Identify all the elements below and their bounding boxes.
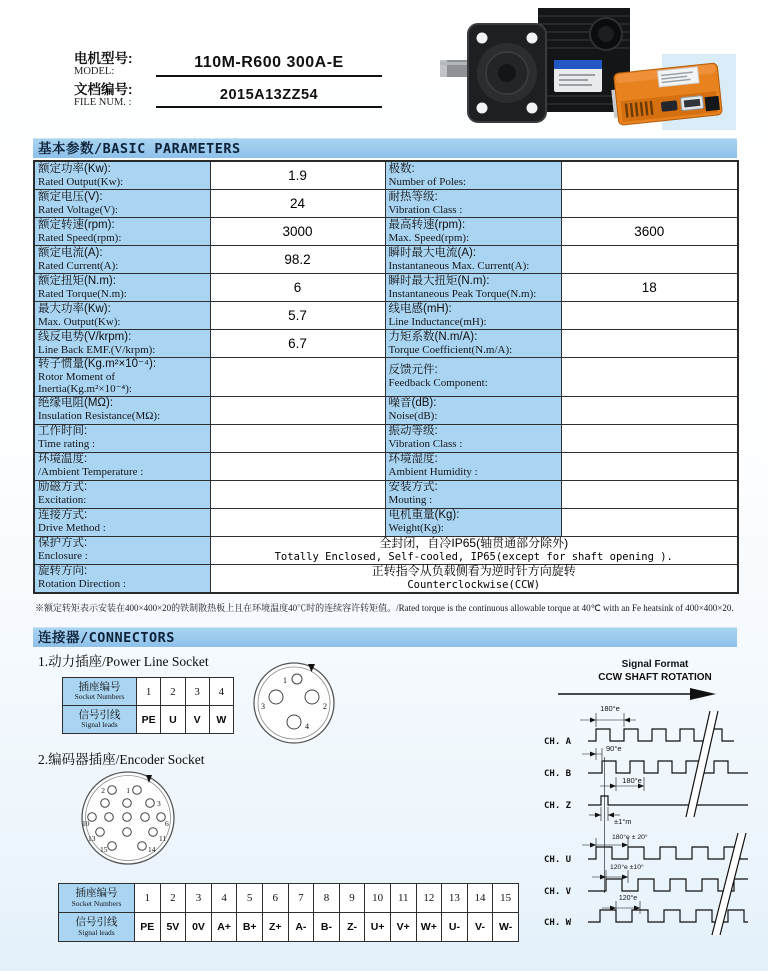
svg-text:120°e ±10°: 120°e ±10°	[610, 864, 644, 871]
svg-text:13: 13	[88, 834, 96, 843]
power-socket-table	[62, 677, 234, 734]
svg-text:10: 10	[82, 819, 90, 828]
svg-text:CCW SHAFT ROTATION: CCW SHAFT ROTATION	[598, 672, 712, 683]
file-label-en: FILE NUM. :	[74, 97, 132, 109]
svg-text:CH. A: CH. A	[544, 737, 572, 747]
svg-text:180°e: 180°e	[622, 776, 642, 785]
svg-text:14: 14	[148, 845, 156, 854]
svg-text:11: 11	[159, 834, 167, 843]
signal-format-diagram	[544, 653, 766, 951]
param-value	[561, 161, 738, 190]
svg-text:1: 1	[126, 786, 130, 795]
table-row: 额定功率(Kw): Rated Output(Kw): 1.9 极数: Number of Poles:	[34, 161, 738, 190]
table-row: 最大功率(Kw): Max. Output(Kw): 5.7 线电感(mH): Line Inductance(mH):	[34, 302, 738, 330]
table-row: 额定电流(A): Rated Current(A): 98.2 瞬时最大电流(A): Instantaneous Max. Current(A):	[34, 246, 738, 274]
svg-text:Signal Format: Signal Format	[621, 659, 689, 670]
file-label-zh: 文档编号:	[74, 82, 133, 98]
svg-text:CH. B: CH. B	[544, 769, 572, 779]
table-row: 励磁方式: Excitation: 安装方式: Mouting :	[34, 480, 738, 508]
table-row: 信号引线 Signal leads PE U V W	[63, 706, 234, 734]
basic-parameters-table	[33, 160, 739, 594]
table-row: 额定电压(V): Rated Voltage(V): 24 耐热等级: Vibration Class :	[34, 190, 738, 218]
svg-text:3: 3	[157, 799, 161, 808]
svg-text:CH. W: CH. W	[544, 918, 572, 928]
model-number: 110M-R600 300A-E	[156, 54, 382, 77]
model-row	[74, 52, 382, 77]
model-label-zh: 电机型号:	[74, 51, 133, 66]
table-row: 线反电势(V/krpm): Line Back EMF.(V/krpm): 6.7 力矩系数(N.m/A): Torque Coefficient(N.m/A):	[34, 330, 738, 358]
svg-text:90°e: 90°e	[606, 744, 622, 753]
svg-text:±1°m: ±1°m	[614, 817, 632, 826]
connectors-header: 连接器/CONNECTORS	[33, 627, 737, 647]
enclosure-row: 保护方式: Enclosure : 全封闭，自冷IP65(轴贯通部分除外) Totally Enclosed, Self-cooled, IP65(except for shaft opening ).	[34, 536, 738, 564]
svg-text:180°e ± 20°: 180°e ± 20°	[612, 834, 648, 841]
table-row: 额定扭矩(N.m): Rated Torque(N.m): 6 瞬时最大扭矩(N.m): Instantaneous Peak Torque(N.m): 18	[34, 274, 738, 302]
param-value: 1.9	[210, 161, 385, 190]
basic-parameters-header: 基本参数/BASIC PARAMETERS	[33, 138, 737, 158]
svg-text:180°e: 180°e	[600, 704, 620, 713]
model-header	[74, 52, 382, 114]
power-socket-title: 1.动力插座/Power Line Socket	[38, 654, 209, 669]
table-row: 转子惯量(Kg.m²×10⁻⁴): Rotor Moment of Inertia(Kg.m²×10⁻⁴): 反馈元件: Feedback Component:	[34, 358, 738, 397]
power-socket-diagram	[246, 655, 342, 751]
table-row: 环境温度: /Ambient Temperature : 环境湿度: Ambient Humidity :	[34, 452, 738, 480]
svg-text:CH. V: CH. V	[544, 887, 572, 897]
model-label-en: MODEL:	[74, 66, 115, 78]
file-number: 2015A13ZZ54	[156, 87, 382, 108]
svg-text:6: 6	[165, 819, 169, 828]
file-num-row	[74, 83, 382, 108]
servo-driver-photo	[604, 54, 736, 134]
table-row: 工作时间: Time rating : 振动等级: Vibration Class :	[34, 424, 738, 452]
svg-text:CH. U: CH. U	[544, 855, 572, 865]
table-row: 插座编号 Socket Numbers 1 2 3 4	[63, 678, 234, 706]
svg-text:CH. Z: CH. Z	[544, 801, 572, 811]
encoder-socket-diagram	[72, 762, 184, 874]
table-row: 插座编号 Socket Numbers 1 2 3 4 5 6 7 8 9 10 11 12 13 14 15	[59, 884, 519, 913]
encoder-socket-title: 2.编码器插座/Encoder Socket	[38, 752, 205, 767]
svg-text:2: 2	[323, 702, 327, 711]
svg-text:3: 3	[261, 702, 265, 711]
table-row: 信号引线 Signal leads PE 5V 0V A+ B+ Z+ A- B- Z- U+ V+ W+ U- V- W-	[59, 913, 519, 942]
svg-text:120°e: 120°e	[618, 895, 638, 902]
table-row: 连接方式: Drive Method : 电机重量(Kg): Weight(Kg):	[34, 508, 738, 536]
rotation-row: 旋转方向: Rotation Direction : 正转指令从负载侧看为逆时针方向旋转 Counterclockwise(CCW)	[34, 564, 738, 593]
rated-torque-note: ※额定转矩表示安装在400×400×20的铁制散热板上且在环境温度40℃时的连续容许转矩值。/Rated torque is the continuous allowable torque at 40℃ with an Fe heatsink of 400×400×20.	[35, 603, 734, 613]
table-row: 绝缘电阻(MΩ): Insulation Resistance(MΩ): 噪音(dB): Noise(dB):	[34, 396, 738, 424]
svg-text:4: 4	[305, 722, 309, 731]
svg-text:1: 1	[283, 676, 287, 685]
encoder-socket-table	[58, 883, 519, 942]
svg-text:15: 15	[100, 845, 108, 854]
table-row: 额定转速(rpm): Rated Speed(rpm): 3000 最高转速(rpm): Max. Speed(rpm): 3600	[34, 218, 738, 246]
svg-text:2: 2	[101, 786, 105, 795]
